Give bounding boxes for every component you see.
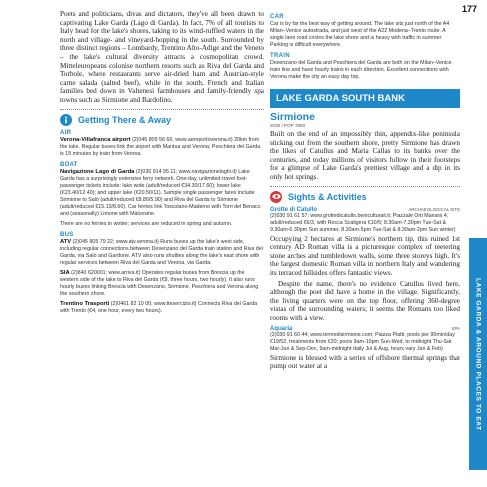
left-column xyxy=(60,10,264,318)
trentino-name: Trentino Trasporti xyxy=(60,300,110,307)
sights-heading xyxy=(270,191,460,203)
trentino-entry xyxy=(60,301,264,315)
airport-meta: (2)045 809 56 66; www.aeroportoverona.it) 20km from the lake. Regular buses link the airport with Mantua and Verona; Peschiera del Garda is 15 minutes by train from Verona. xyxy=(60,136,261,157)
air-label: AIR xyxy=(60,129,72,136)
chapter-side-tab xyxy=(469,238,487,470)
atv-name: ATV xyxy=(60,238,72,245)
ferry-company-name: Navigazione Lago di Garda xyxy=(60,168,135,175)
grotte-name[interactable]: Grotte di Catullo xyxy=(270,206,317,213)
intro-paragraph: Poets and politicians, divas and dictators, they've all been drawn to captivating Lake Garda (Lago di Garda). In fact, 7% of all tourists to Italy head for the lake's shores, taking to its wind-ruffled waters in the north and village- and vineyard-hopping in the south. Surrounded by three distinct regions – Lombardy, Trentino Alto-Adige and the Veneto – the lake's cultural diversity attracts a cosmopolitan crowd. Mitteleuropeans colonise northern resorts such as Riva del Garda and Torbole, where restaurants serve air-dried ham and Austrian-style carne salada (salted beef), while in the south, French and Italian families bed down in Valtenesi farmhouses and family-friendly spa towns such as Sirmione and Bardolino. xyxy=(60,10,264,104)
getting-there-heading xyxy=(60,114,264,126)
ferry-meta: (2)030 914 95 11; www.navigazionelaghi.it) Lake Garda has a surprisingly extensive ferry network. One-day, unlimited-travel foot-passenger tickets include: lake wide (adult/reduced €34.30/17.60); lower lake (€23.40/12.40); and upper lake (€20.50/11). Sample single passenger fares include Sirmione to Salò (adult/reduced €8.80/5.90) and Riva del Garda to Sirmione (adult/reduced €15.10/8.60). Car ferries link Toscolano-Maderno with Torri del Benaco and (seasonally) Limone with Malcesine. xyxy=(60,168,261,217)
sirmione-paragraph: Built on the end of an impossibly thin, appendix-like peninsula sticking out from the southern shore, pretty Sirmione has drawn the likes of Catullus and Maria Callas to its banks over the centuries, and today millions of visitors follow in their footsteps for a glimpse of Lake Garda's prettiest village and a dip in its only hot springs. xyxy=(270,130,460,181)
trentino-meta: (2)0461 82 10 00; www.ttesercizio.it) Connects Riva del Garda with Trento (€4, one hour, every two hours). xyxy=(60,300,258,314)
town-population: 2030 / POP 7850 xyxy=(270,123,306,128)
divider xyxy=(60,109,264,110)
sia-meta: (2)840 620001; www.arriva.it) Operates regular buses from Brescia up the western side of the lake to Riva del Garda (€9, three hours, two hourly). It also runs hourly buses linking Brescia with Desenzano, Sirmione, Peschiera and Verona along the southern shore. xyxy=(60,269,259,297)
divider xyxy=(270,186,460,187)
getting-there-title: Getting There & Away xyxy=(78,114,172,125)
train-text: Desenzano del Garda and Peschiera del Garda are both on the Milan–Venice train line and have hourly trains in each direction. Excellent connections with Verona make the city an easy day trip. xyxy=(270,60,452,80)
air-entry xyxy=(60,137,264,158)
boat-note: There are no ferries in winter; services are reduced in spring and autumn. xyxy=(60,220,233,227)
grotte-text-2: Despite the name, there's no evidence Catullus lived here, although the poet did have a home in the village. Significantly, the living quarters were on the top floor, offering 360-degree vistas of the surrounding waters; it seems the Romans too liked rooms with a view. xyxy=(270,279,460,322)
train-label: TRAIN xyxy=(270,53,290,59)
region-band: LAKE GARDA SOUTH BANK xyxy=(270,89,460,108)
town-title: Sirmione xyxy=(270,111,315,123)
grotte-meta: (2)030 91 61 57; www.grottedicatullo.beniculturali.it; Piazzale Orti Manara 4; adult/reduced €6/3, with Rocca Scaligera €10/5; 8.30am-7.30pm Tue-Sat & 9.30am-6.30pm Sun summer, 8.30am-5pm Tue-Sat & 8.30am-2pm Sun winter) xyxy=(270,212,456,233)
airport-name: Verona-Villafranca airport xyxy=(60,136,131,143)
aquaria-name[interactable]: Aquaria xyxy=(270,325,293,332)
sights-title: Sights & Activities xyxy=(288,191,367,202)
bus-label: BUS xyxy=(60,231,74,238)
aquaria-text: Sirmione is blessed with a series of offshore thermal springs that pump out water at a xyxy=(270,353,460,371)
atv-entry xyxy=(60,239,264,267)
grotte-text: Occupying 2 hectares at Sirmione's northern tip, this ruined 1st century AD Roman villa is a picturesque complex of teetering stone arches and tumbledown walls, some three storeys high. It's the largest domestic Roman villa in northern Italy and wandering its terraced hillsides offers fantastic views. xyxy=(270,234,460,277)
aquaria-category: SPA xyxy=(451,325,460,331)
right-column xyxy=(270,10,460,373)
eye-icon xyxy=(270,191,282,203)
boat-entry xyxy=(60,169,264,218)
boat-label: BOAT xyxy=(60,161,78,168)
aquaria-meta: (2)030 91 60 44; www.termedisirmione.com; Piazza Piatti; pools per 90min/day €19/52, treatments from €20; pools 9am-10pm Sun-Wed, to midnight Thu-Sat Mar-Jun & Sep-Dec, 9am-midnight daily Jul & Aug, hours vary Jan & Feb) xyxy=(270,331,455,352)
sia-entry xyxy=(60,270,264,298)
sia-name: SIA xyxy=(60,269,70,276)
sidetab-label: LAKE GARDA & AROUND PLACES TO EAT xyxy=(474,277,482,431)
car-text: Car is by far the best way of getting around. The lake sits just north of the A4 Milan–Venice autostrada, and just west of the A22 Modena–Trento route. A single lane road circles the lake shore and is heavy with traffic in summer. Parking is difficult everywhere. xyxy=(270,21,450,48)
info-icon xyxy=(60,114,72,126)
page-number: 177 xyxy=(461,4,477,14)
car-label: CAR xyxy=(270,14,284,20)
atv-meta: (2)045 805 79 22; www.atv.verona.it) Runs buses up the lake's west side, including regular connections between Desenzano del Garda train station and Riva del Garda, via Salò and Gardone. ATV also runs shuttles along the lake's east shore with regular services between Riva del Garda and Verona, via Garda. xyxy=(60,238,263,266)
grotte-category: ARCHAEOLOGICAL SITE xyxy=(408,206,460,212)
